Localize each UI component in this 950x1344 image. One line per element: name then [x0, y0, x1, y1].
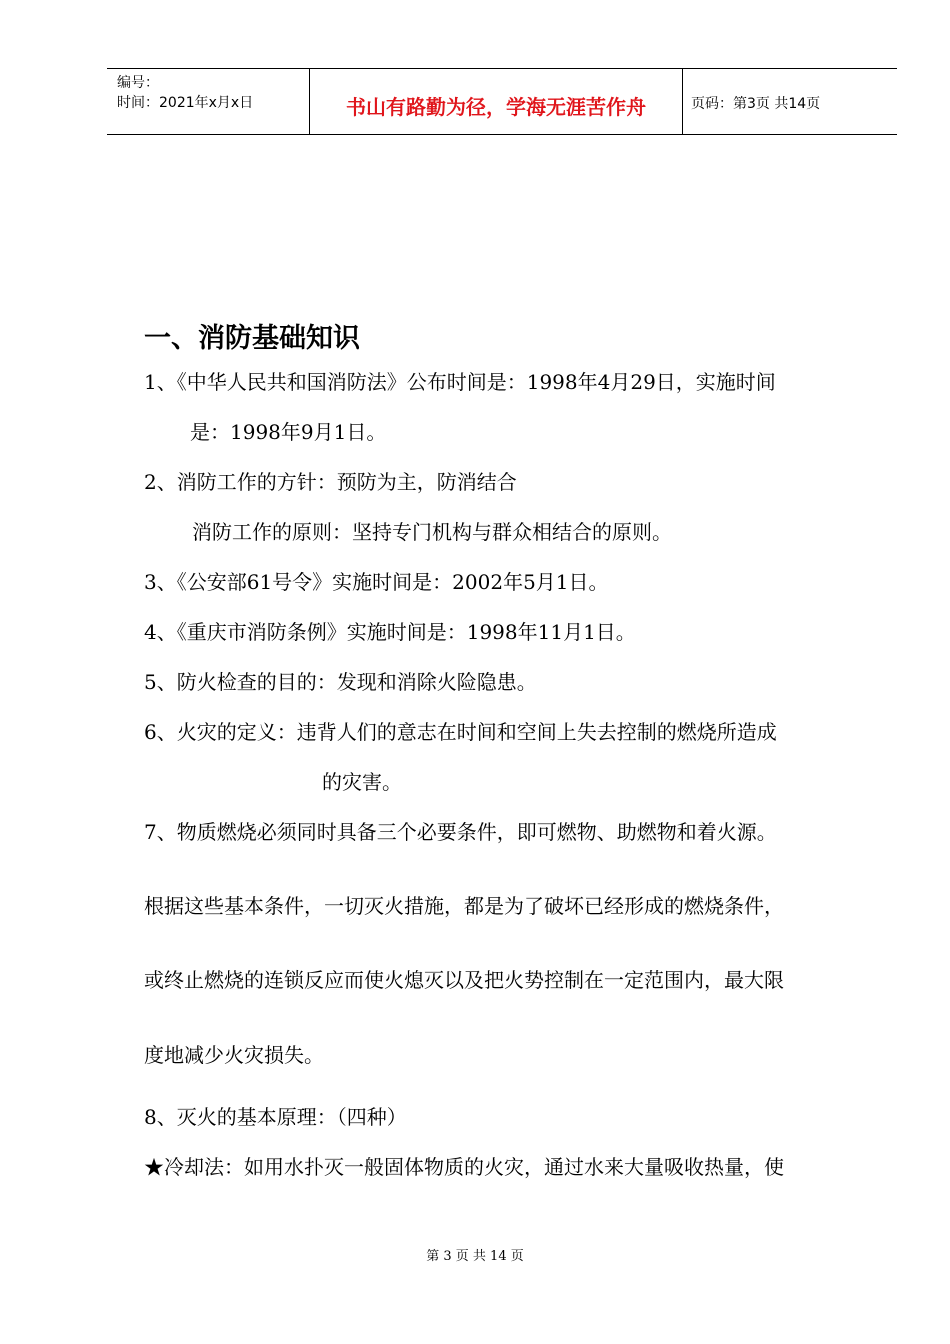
document-time-label: 时间：2021年x月x日 [117, 95, 254, 111]
section-title: 一、消防基础知识 [144, 323, 360, 354]
body-line: 的灾害。 [322, 770, 402, 794]
body-line: 3、《公安部61号令》实施时间是：2002年5月1日。 [144, 570, 609, 594]
body-line: 6、火灾的定义：违背人们的意志在时间和空间上失去控制的燃烧所造成 [144, 720, 777, 744]
header-motto: 书山有路勤为径，学海无涯苦作舟 [346, 95, 646, 119]
body-line: 8、灭火的基本原理：（四种） [144, 1105, 407, 1129]
body-line: 消防工作的原则：坚持专门机构与群众相结合的原则。 [192, 520, 672, 544]
body-line: 2、消防工作的方针：预防为主，防消结合 [144, 470, 517, 494]
body-line: 度地减少火灾损失。 [144, 1043, 324, 1067]
body-line: 4、《重庆市消防条例》实施时间是：1998年11月1日。 [144, 620, 636, 644]
body-line: 1、《中华人民共和国消防法》公布时间是：1998年4月29日，实施时间 [144, 370, 776, 394]
body-line: ★冷却法：如用水扑灭一般固体物质的火灾，通过水来大量吸收热量，使 [144, 1155, 784, 1179]
document-header [107, 68, 897, 135]
header-page-info: 页码：第3页 共14页 [691, 96, 821, 112]
body-line: 根据这些基本条件，一切灭火措施，都是为了破坏已经形成的燃烧条件， [144, 894, 784, 918]
document-number-label: 编号： [117, 75, 159, 91]
header-meta-cell [107, 69, 309, 134]
body-line: 是：1998年9月1日。 [190, 420, 387, 444]
body-line: 7、物质燃烧必须同时具备三个必要条件，即可燃物、助燃物和着火源。 [144, 820, 777, 844]
header-motto-cell [309, 69, 683, 134]
body-line: 5、防火检查的目的：发现和消除火险隐患。 [144, 670, 537, 694]
page-footer: 第 3 页 共 14 页 [426, 1249, 524, 1264]
body-line: 或终止燃烧的连锁反应而使火熄灭以及把火势控制在一定范围内，最大限 [144, 968, 784, 992]
header-page-cell [683, 69, 897, 134]
